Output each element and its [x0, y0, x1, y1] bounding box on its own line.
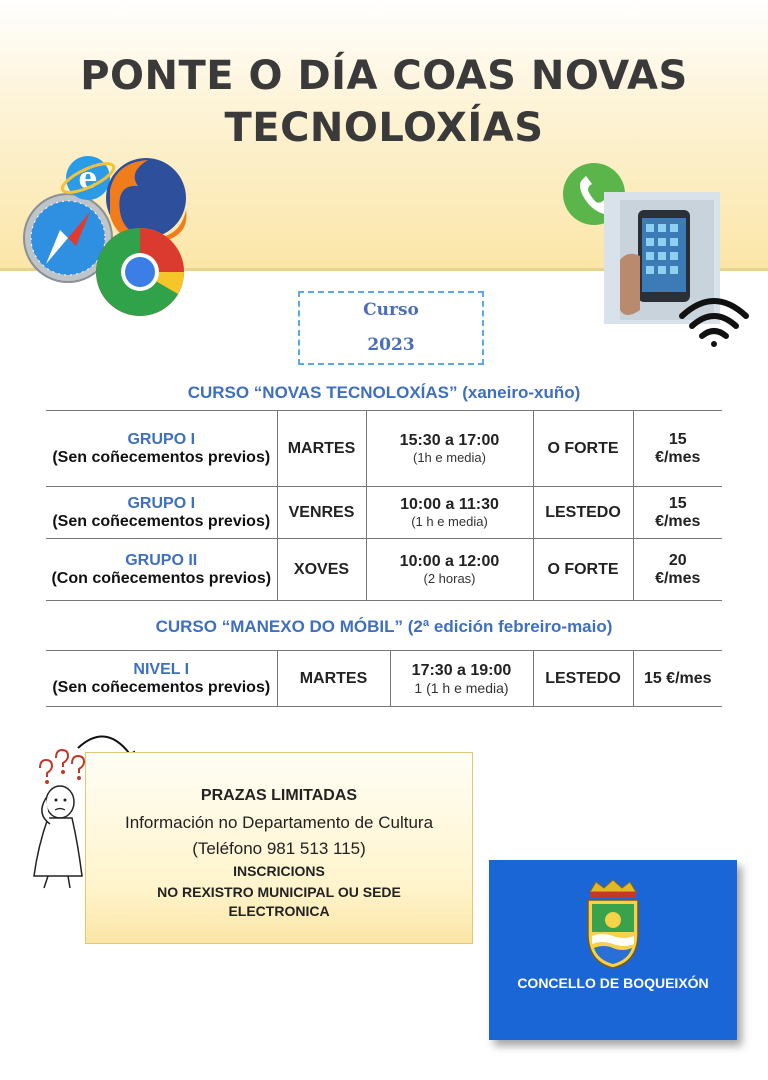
duration: (1 h e media) — [411, 514, 488, 529]
price-amount: 20 — [668, 551, 687, 569]
registration-place — [86, 883, 472, 921]
place-cell: LESTEDO — [533, 487, 633, 539]
day-cell: MARTES — [277, 411, 366, 487]
course-year: 2023 — [367, 335, 415, 355]
group-name: NIVEL I — [133, 660, 190, 678]
price-cell: 15 €/mes — [633, 651, 722, 707]
group-name: GRUPO I — [127, 430, 196, 448]
course1-table — [46, 410, 722, 601]
price-amount: 15 — [668, 430, 687, 448]
course-year-box — [298, 291, 484, 365]
time-cell — [390, 651, 533, 707]
group-desc: (Sen coñecementos previos) — [52, 448, 271, 466]
group-desc: (Sen coñecementos previos) — [52, 512, 271, 530]
group-desc: (Con coñecementos previos) — [51, 569, 272, 587]
price-cell — [633, 411, 722, 487]
group-name: GRUPO II — [125, 551, 198, 569]
price-cell — [633, 539, 722, 601]
price-amount: 15 — [668, 494, 687, 512]
chrome-icon — [96, 228, 184, 316]
time-cell — [366, 411, 533, 487]
day-cell: MARTES — [277, 651, 390, 707]
title-line-2: TECNOLOXÍAS — [224, 105, 544, 151]
time-range: 10:00 a 11:30 — [400, 496, 499, 513]
table-row — [46, 539, 722, 601]
duration: (2 horas) — [423, 571, 476, 586]
course1-title: CURSO “NOVAS TECNOLOXÍAS” (xaneiro-xuño) — [187, 383, 581, 402]
browser-icons — [20, 150, 210, 320]
council-name: CONCELLO DE BOQUEIXÓN — [517, 975, 709, 991]
info-department: Información no Departamento de Cultura — [124, 813, 434, 832]
time-range: 10:00 a 12:00 — [399, 553, 500, 570]
council-logo — [489, 860, 737, 1040]
registration-heading: INSCRICIONS — [233, 863, 325, 879]
svg-text:e: e — [78, 161, 98, 196]
registration-line-2: ELECTRONICA — [228, 903, 330, 919]
price-unit: €/mes — [655, 512, 701, 530]
title-line-1: PONTE O DÍA COAS NOVAS — [80, 53, 688, 99]
table-row — [46, 487, 722, 539]
poster-title — [60, 50, 708, 154]
time-range: 17:30 a 19:00 — [411, 661, 512, 679]
place-cell: O FORTE — [533, 539, 633, 601]
group-cell — [46, 651, 277, 707]
coat-of-arms-icon — [582, 878, 644, 970]
group-desc: (Sen coñecementos previos) — [52, 678, 271, 696]
group-cell — [46, 487, 277, 539]
day-cell: XOVES — [277, 539, 366, 601]
price-cell — [633, 487, 722, 539]
group-cell — [46, 411, 277, 487]
info-phone: (Teléfono 981 513 115) — [192, 839, 366, 858]
course2-title: CURSO “MANEXO DO MÓBIL” (2ª edición febreiro-maio) — [155, 617, 613, 636]
table-row — [46, 651, 722, 707]
course-label: Curso — [363, 300, 419, 320]
time-cell — [366, 487, 533, 539]
group-name: GRUPO I — [127, 494, 196, 512]
registration-line-1: NO REXISTRO MUNICIPAL OU SEDE — [157, 884, 401, 900]
day-cell: VENRES — [277, 487, 366, 539]
limited-places: PRAZAS LIMITADAS — [200, 787, 358, 804]
time-cell — [366, 539, 533, 601]
duration: (1h e media) — [413, 450, 486, 465]
info-box — [85, 752, 473, 944]
price-unit: €/mes — [655, 448, 701, 466]
time-range: 15:30 a 17:00 — [399, 432, 500, 449]
price-unit: €/mes — [655, 569, 701, 587]
table-row — [46, 411, 722, 487]
group-cell — [46, 539, 277, 601]
phone-block — [560, 160, 760, 350]
course2-table — [46, 650, 722, 707]
place-cell: O FORTE — [533, 411, 633, 487]
place-cell: LESTEDO — [533, 651, 633, 707]
duration: 1 (1 h e media) — [414, 679, 509, 696]
